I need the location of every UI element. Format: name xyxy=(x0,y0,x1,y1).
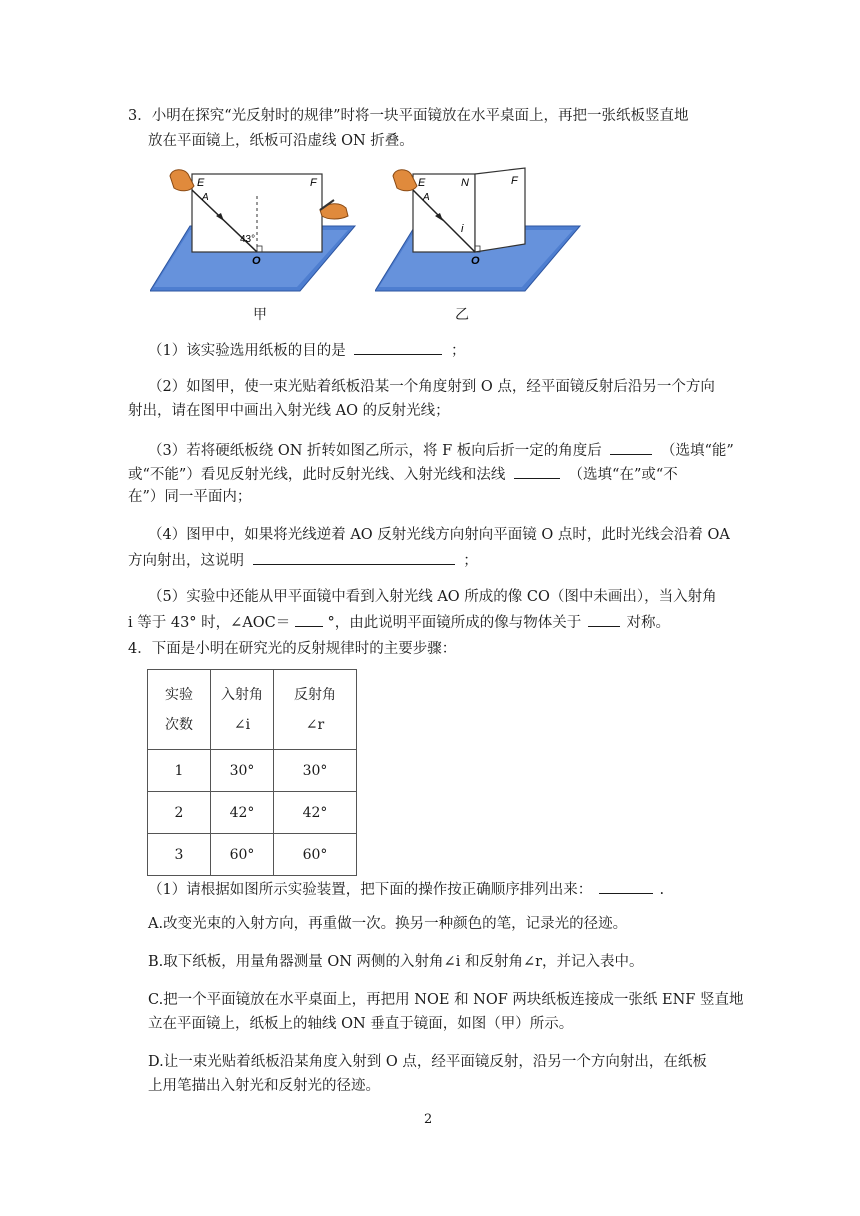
q3-part4-end: ； xyxy=(463,553,478,569)
label-N-yi: N xyxy=(461,177,469,189)
answer-blank-7[interactable] xyxy=(599,878,653,894)
q4-intro: 4．下面是小明在研究光的反射规律时的主要步骤： xyxy=(128,641,457,657)
header-cell xyxy=(211,670,274,750)
q4-part1-end: . xyxy=(659,882,665,898)
q4-option-C-line1: C.把一个平面镜放在水平桌面上，再把用 NOE 和 NOF 两块纸板连接成一张纸 ENF 竖直地 xyxy=(148,992,744,1008)
header-cell-line: 实验 xyxy=(165,686,193,703)
q3-part3-line3: 在”）同一平面内； xyxy=(128,489,252,505)
q4-part1-text: （1）请根据如图所示实验装置，把下面的操作按正确顺序排列出来： xyxy=(148,882,593,898)
label-A-jia: A xyxy=(202,192,209,203)
label-E-yi: E xyxy=(418,177,426,189)
q3-intro-line2: 放在平面镜上，纸板可沿虚线 ON 折叠。 xyxy=(148,133,414,149)
data-table xyxy=(147,669,357,876)
q3-part3-text3: 或“不能”）看见反射光线，此时反射光线、入射光线和法线 xyxy=(128,467,506,483)
q3-part4-text: 方向射出，这说明 xyxy=(128,553,244,569)
table-row xyxy=(148,834,357,876)
q3-part5-line2 xyxy=(128,611,670,633)
answer-blank-6[interactable] xyxy=(588,611,620,627)
q3-part1-text: （1）该实验选用纸板的目的是 xyxy=(148,343,346,359)
angle-label-jia: 43° xyxy=(240,234,256,245)
q4-option-D-line2: 上用笔描出入射光和反射光的径迹。 xyxy=(148,1078,380,1094)
q3-part2-line1: （2）如图甲，使一束光贴着纸板沿某一个角度射到 O 点，经平面镜反射后沿另一个方向 xyxy=(148,379,715,395)
q3-part5-text1: i 等于 43° 时，∠AOC＝ xyxy=(128,615,291,631)
q3-part3-line1 xyxy=(148,439,734,461)
page-number: 2 xyxy=(424,1112,433,1127)
table-cell: 30° xyxy=(211,750,274,792)
q4-option-C-line2: 立在平面镜上，纸板上的轴线 ON 垂直于镜面，如图（甲）所示。 xyxy=(148,1016,574,1032)
label-F-yi: F xyxy=(511,175,518,187)
table-cell: 3 xyxy=(148,834,211,876)
table-header-row xyxy=(148,670,357,750)
answer-blank-4[interactable] xyxy=(253,549,455,565)
q3-part2-line2: 射出，请在图甲中画出入射光线 AO 的反射光线； xyxy=(128,403,450,419)
figure-yi-caption: 乙 xyxy=(455,307,469,323)
header-cell-line: 次数 xyxy=(165,716,193,733)
table-cell: 60° xyxy=(211,834,274,876)
answer-blank-1[interactable] xyxy=(354,339,442,355)
figure-jia-caption: 甲 xyxy=(253,307,267,323)
label-E-jia: E xyxy=(197,177,205,189)
q3-part3-text2: （选填“能” xyxy=(661,443,734,459)
label-A-yi: A xyxy=(423,192,430,203)
table-cell: 1 xyxy=(148,750,211,792)
q3-part5-text3: 对称。 xyxy=(626,615,670,631)
q4-option-D-line1: D.让一束光贴着纸板沿某角度入射到 O 点，经平面镜反射，沿另一个方向射出，在纸板 xyxy=(148,1054,707,1070)
table-cell: 42° xyxy=(274,792,357,834)
figure-jia xyxy=(150,166,365,296)
q3-part3-text1: （3）若将硬纸板绕 ON 折转如图乙所示，将 F 板向后折一定的角度后 xyxy=(148,443,602,459)
hand-icon-right-jia xyxy=(320,200,348,219)
q3-part4-line1: （4）图甲中，如果将光线逆着 AO 反射光线方向射向平面镜 O 点时，此时光线会沿着 OA xyxy=(148,527,730,543)
q4-part1 xyxy=(148,878,664,900)
hand-icon-left-jia xyxy=(170,170,194,191)
q4-option-B: B.取下纸板，用量角器测量 ON 两侧的入射角∠i 和反射角∠r，并记入表中。 xyxy=(148,954,644,970)
q3-part3-text4: （选填“在”或“不 xyxy=(568,467,678,483)
q4-option-A: A.改变光束的入射方向，再重做一次。换另一种颜色的笔，记录光的径迹。 xyxy=(148,916,628,932)
hand-icon-yi xyxy=(393,170,417,191)
label-F-jia: F xyxy=(310,177,317,189)
table-row xyxy=(148,792,357,834)
table-row xyxy=(148,750,357,792)
answer-blank-2[interactable] xyxy=(610,439,652,455)
header-cell-line: ∠i xyxy=(233,716,251,733)
table-cell: 60° xyxy=(274,834,357,876)
table-cell: 42° xyxy=(211,792,274,834)
q3-part5-line1: （5）实验中还能从甲平面镜中看到入射光线 AO 所成的像 CO（图中未画出），当入射角 xyxy=(148,589,717,605)
label-O-yi: O xyxy=(471,255,480,267)
header-cell xyxy=(274,670,357,750)
q3-part1 xyxy=(148,339,465,361)
header-cell-line: ∠r xyxy=(305,716,325,733)
header-cell xyxy=(148,670,211,750)
q3-part4-line2 xyxy=(128,549,478,571)
answer-blank-5[interactable] xyxy=(295,611,323,627)
q3-part3-line2 xyxy=(128,463,678,485)
angle-label-yi: i xyxy=(461,223,464,235)
figure-yi xyxy=(375,166,590,296)
q3-part1-end: ； xyxy=(450,343,466,359)
header-cell-line: 反射角 xyxy=(294,686,336,703)
label-O-jia: O xyxy=(252,255,261,267)
q3-part5-text2: °，由此说明平面镜所成的像与物体关于 xyxy=(327,615,582,631)
answer-blank-3[interactable] xyxy=(514,463,560,479)
table-cell: 30° xyxy=(274,750,357,792)
q3-intro-line1: 3．小明在探究“光反射时的规律”时将一块平面镜放在水平桌面上，再把一张纸板竖直地 xyxy=(128,108,689,124)
table-cell: 2 xyxy=(148,792,211,834)
header-cell-line: 入射角 xyxy=(221,686,263,703)
